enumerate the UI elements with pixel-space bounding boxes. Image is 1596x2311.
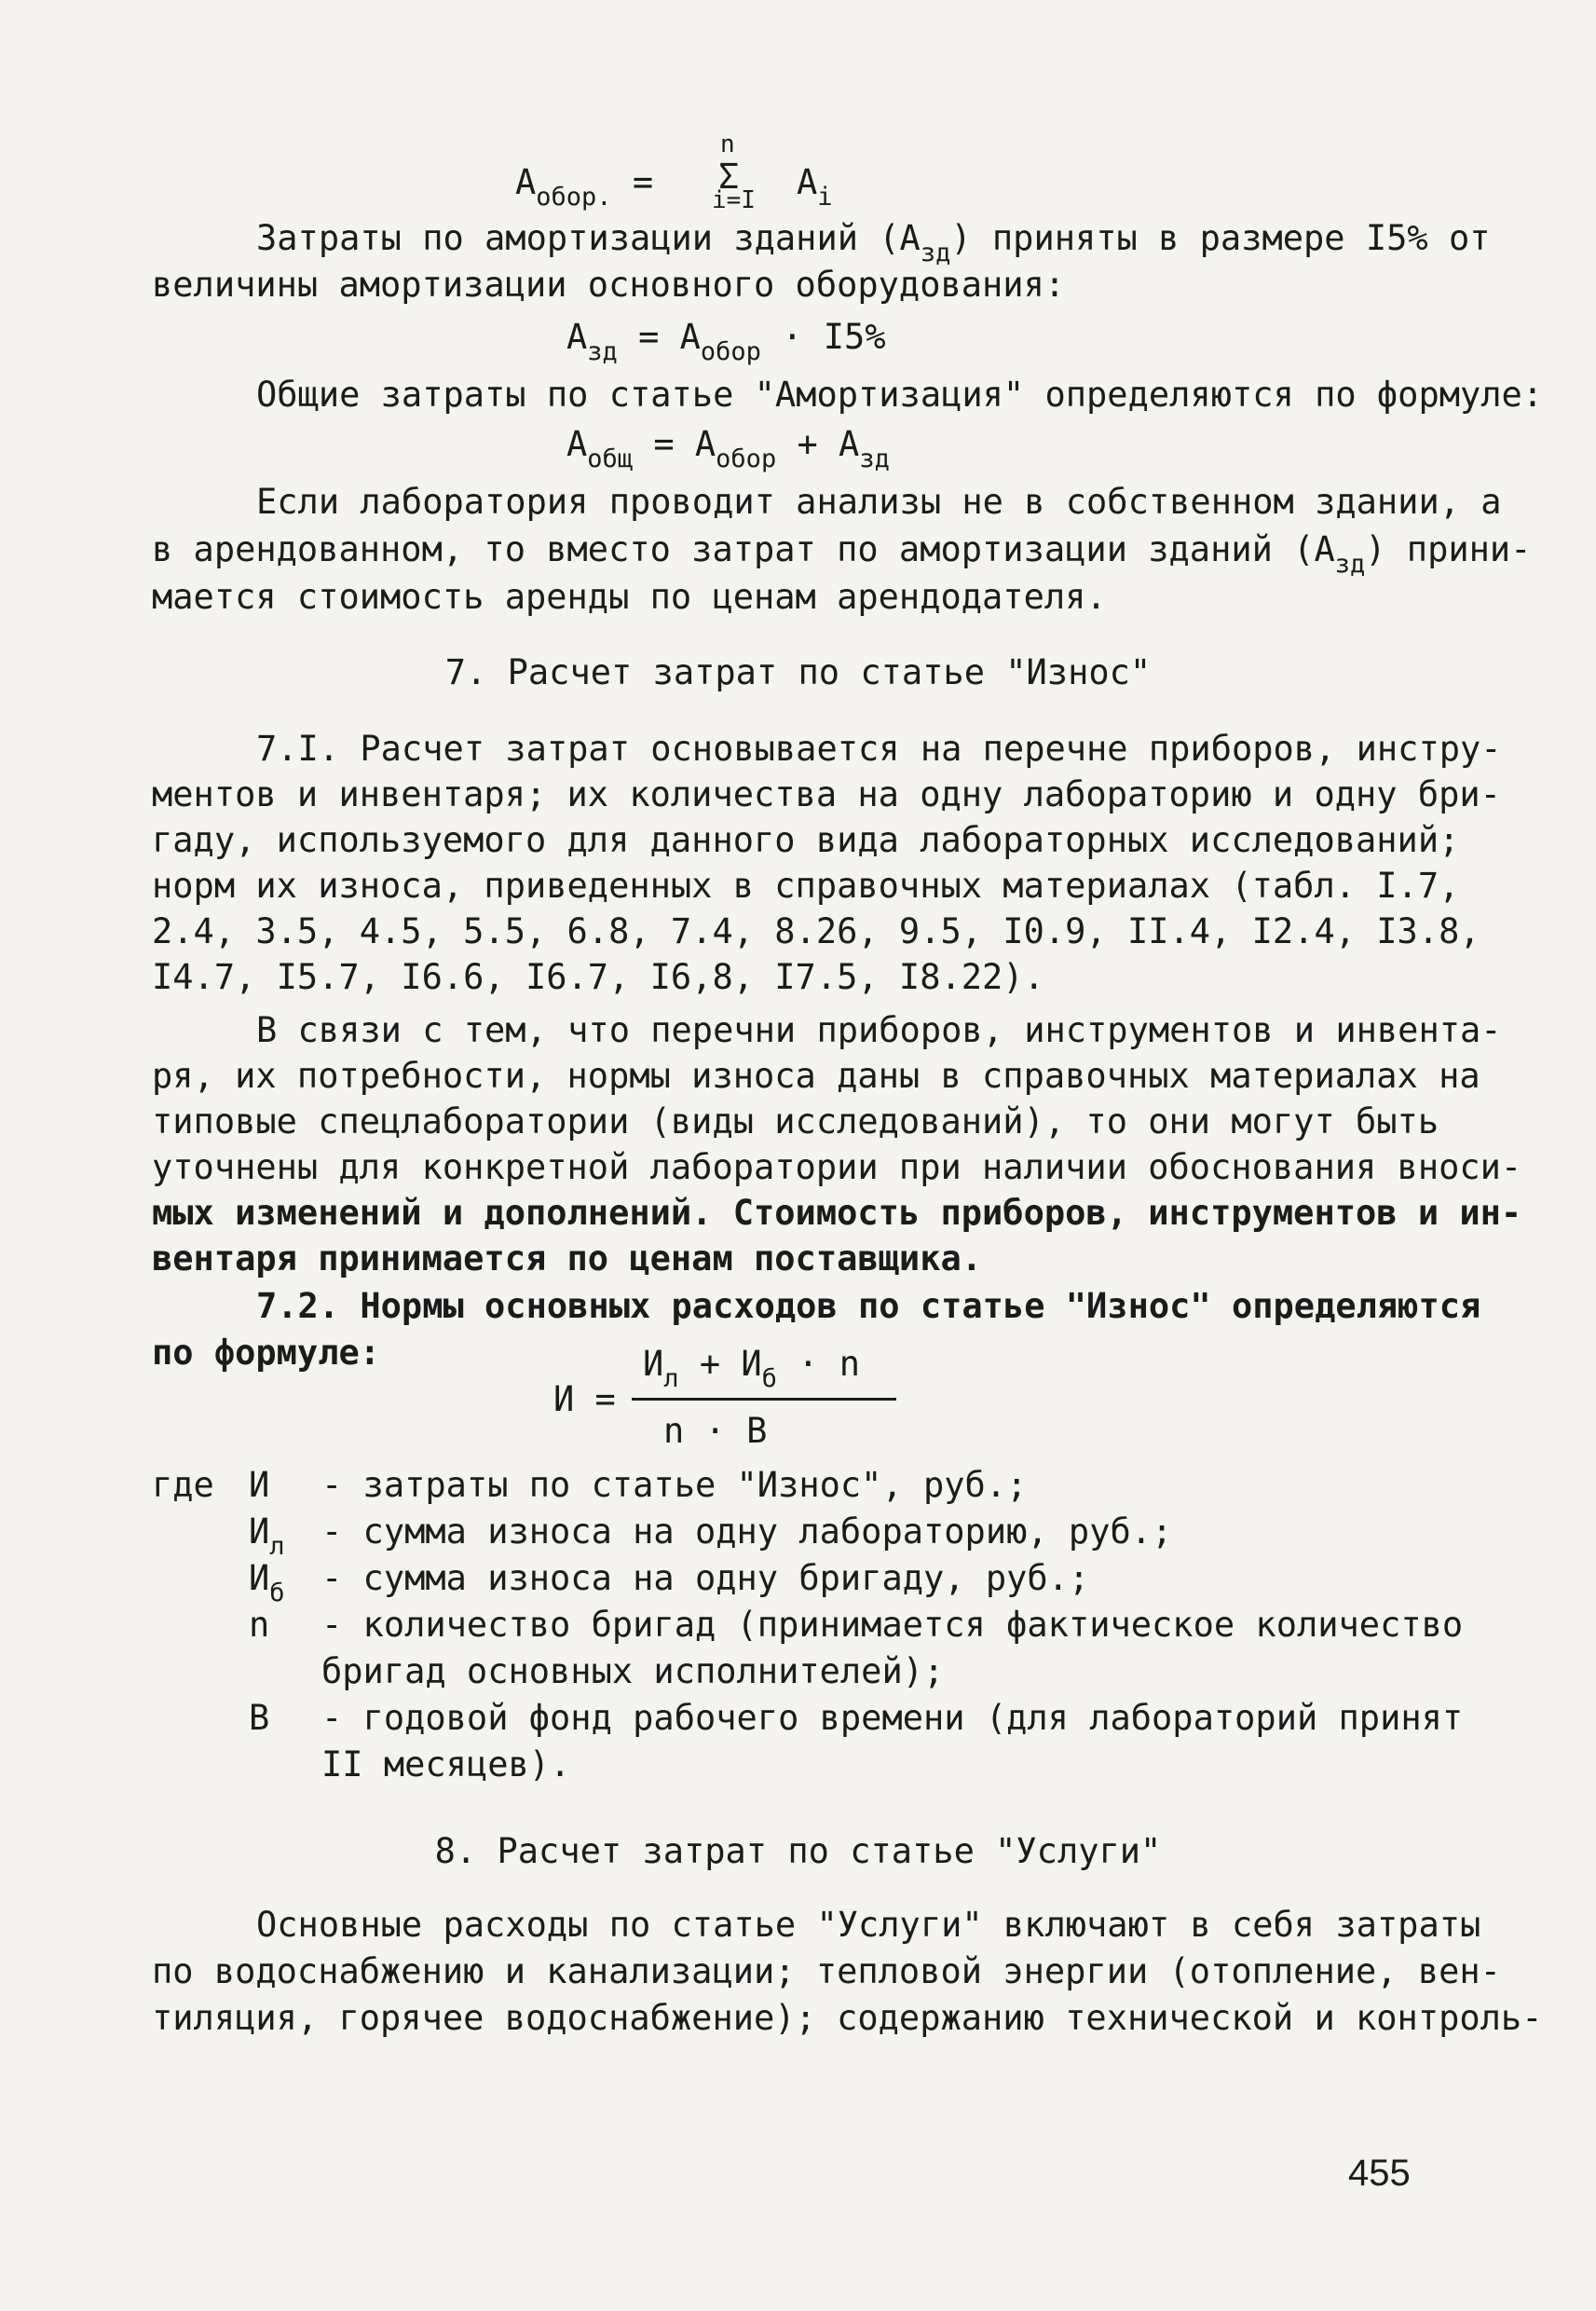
definition-text: II месяцев). xyxy=(321,1744,571,1785)
paragraph-line: величины амортизации основного оборудования: xyxy=(152,265,1066,305)
paragraph-line: по формуле: xyxy=(152,1333,381,1373)
formula-subscript: общ xyxy=(587,444,634,473)
formula-symbol: A xyxy=(566,317,588,357)
formula-subscript: зд xyxy=(587,337,618,366)
formula-subscript: зд xyxy=(1334,550,1366,579)
paragraph-line: Основные расходы по статье "Услуги" включают в себя затраты xyxy=(256,1905,1481,1945)
definition-text: - сумма износа на одну бригаду, руб.; xyxy=(321,1558,1090,1598)
paragraph-line: Если лаборатория проводит анализы не в собственном здании, а xyxy=(256,482,1502,522)
paragraph-line: 2.4, 3.5, 4.5, 5.5, 6.8, 7.4, 8.26, 9.5, I0.9, II.4, I2.4, I3.8, xyxy=(152,911,1480,951)
definition-text: бригад основных исполнителей); xyxy=(321,1651,945,1691)
paragraph-line: мается стоимость аренды по ценам арендодателя. xyxy=(152,577,1107,617)
paragraph-line: ря, их потребности, нормы износа даны в справочных материалах на xyxy=(152,1056,1480,1096)
formula-subscript: б xyxy=(269,1579,285,1607)
paragraph-line: 7.2. Нормы основных расходов по статье "Износ" определяются xyxy=(256,1286,1481,1326)
definition-text: - сумма износа на одну лабораторию, руб.; xyxy=(321,1511,1173,1552)
formula-amort-equipment xyxy=(515,160,654,212)
text-run: в арендованном, то вместо затрат по амортизации зданий (A xyxy=(152,529,1335,569)
formula-subscript: обор xyxy=(700,337,761,366)
formula-symbol: + A xyxy=(776,424,860,464)
sum-lower-limit: i=I xyxy=(712,186,756,214)
formula-wear-numerator xyxy=(643,1342,861,1393)
formula-symbol: · n xyxy=(776,1344,861,1384)
formula-symbol: И xyxy=(249,1465,270,1505)
definition-symbol xyxy=(249,1603,269,1648)
paragraph-line: тиляция, горячее водоснабжение); содержанию технической и контроль- xyxy=(152,1998,1543,2038)
paragraph-line: В связи с тем, что перечни приборов, инструментов и инвента- xyxy=(256,1010,1502,1050)
paragraph-line: ментов и инвентаря; их количества на одну лабораторию и одну бри- xyxy=(152,774,1501,814)
paragraph-line: Общие затраты по статье "Амортизация" определяются по формуле: xyxy=(256,375,1544,415)
formula-amort-total xyxy=(566,422,890,471)
formula-symbol: A xyxy=(797,162,818,202)
formula-subscript: зд xyxy=(920,239,951,267)
formula-symbol: И xyxy=(249,1511,270,1552)
formula-symbol: · I5% xyxy=(760,317,886,357)
formula-symbol: = A xyxy=(617,317,701,357)
formula-symbol: A xyxy=(515,162,537,202)
formula-rhs xyxy=(797,160,833,212)
definition-text: - количество бригад (принимается фактическое количество xyxy=(321,1605,1464,1645)
definition-symbol xyxy=(249,1696,269,1741)
formula-subscript: б xyxy=(761,1364,777,1393)
text-run: Затраты по амортизации зданий (A xyxy=(256,218,921,258)
formula-subscript: обор xyxy=(716,444,777,473)
paragraph-line: мых изменений и дополнений. Стоимость приборов, инструментов и ин- xyxy=(152,1193,1522,1233)
definition-symbol xyxy=(249,1556,285,1605)
where-label: где xyxy=(152,1465,214,1505)
formula-symbol: И xyxy=(643,1344,664,1384)
paragraph-line: I4.7, I5.7, I6.6, I6.7, I6,8, I7.5, I8.22). xyxy=(152,957,1044,997)
paragraph-line: вентаря принимается по ценам поставщика. xyxy=(152,1238,983,1279)
text-run: ) прини- xyxy=(1365,529,1532,569)
formula-subscript: л xyxy=(663,1364,679,1393)
paragraph-line: норм их износа, приведенных в справочных материалах (табл. I.7, xyxy=(152,866,1460,906)
definition-text: - годовой фонд рабочего времени (для лабораторий принят xyxy=(321,1698,1464,1738)
paragraph-line xyxy=(152,527,1532,579)
paragraph-line: типовые спецлаборатории (виды исследований), то они могут быть xyxy=(152,1101,1439,1142)
section-heading: 8. Расчет затрат по статье "Услуги" xyxy=(434,1831,1162,1871)
formula-subscript: обор. xyxy=(536,183,612,212)
paragraph-line: по водоснабжению и канализации; тепловой энергии (отопление, вен- xyxy=(152,1951,1501,1991)
formula-subscript: i xyxy=(817,183,833,212)
paragraph-line: 7.I. Расчет затрат основывается на перечне приборов, инстру- xyxy=(256,729,1502,769)
paragraph-line xyxy=(256,216,1491,265)
sum-sign: Σ xyxy=(718,157,740,197)
page-number: 455 xyxy=(1348,2153,1411,2194)
formula-amort-buildings xyxy=(566,315,886,366)
formula-symbol: = A xyxy=(633,424,716,464)
formula-wear-denominator: n · B xyxy=(663,1411,768,1451)
formula-symbol: + И xyxy=(678,1344,762,1384)
formula-symbol: n xyxy=(249,1605,270,1645)
paragraph-line: гаду, используемого для данного вида лабораторных исследований; xyxy=(152,820,1460,860)
formula-symbol: A xyxy=(566,424,588,464)
paragraph-line: уточнены для конкретной лаборатории при наличии обоснования вноси- xyxy=(152,1147,1522,1187)
formula-subscript: л xyxy=(269,1532,285,1561)
formula-equals: = xyxy=(632,162,654,202)
fraction-bar xyxy=(632,1398,896,1401)
text-run: ) приняты в размере I5% от xyxy=(950,218,1491,258)
definition-symbol xyxy=(249,1463,269,1508)
sum-upper-limit: n xyxy=(720,130,735,158)
formula-subscript: зд xyxy=(859,444,890,473)
definition-symbol xyxy=(249,1510,285,1561)
definition-text: - затраты по статье "Износ", руб.; xyxy=(321,1465,1028,1505)
formula-wear-lhs: И = xyxy=(553,1379,616,1419)
formula-symbol: B xyxy=(249,1698,270,1738)
formula-symbol: И xyxy=(249,1558,270,1598)
section-heading: 7. Расчет затрат по статье "Износ" xyxy=(444,652,1152,692)
